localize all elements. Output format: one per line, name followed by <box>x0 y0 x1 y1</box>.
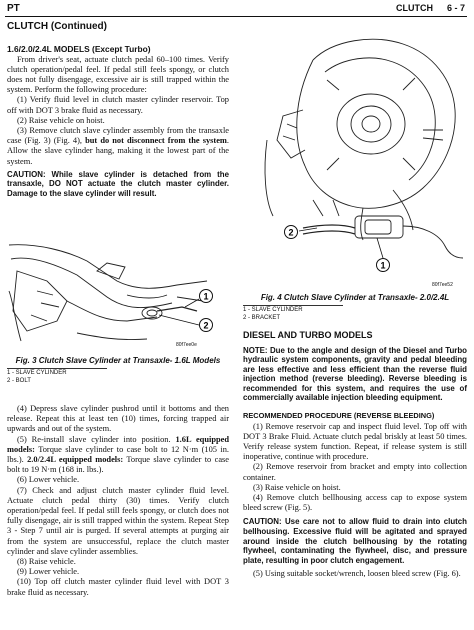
step-7: (7) Check and adjust clutch master cylinder fluid level. Actuate clutch pedal thirty (30) times. Verify clutch operation/pedal feel. If pedal still feels spongy, or clutch does not fully disengage, air is still trapped within the system. Repeat Step 3 - Step 7 until air is purged. If several attempts at purging air from the system are unsuccessful, replace the clutch master cylinder and slave cylinder assemblies. <box>7 485 229 556</box>
fig4-legend-rule <box>243 305 343 306</box>
fig3-legend-1: 1 - SLAVE CYLINDER <box>7 370 67 376</box>
fig4-tag-text: 80f7ee52 <box>432 282 453 288</box>
step-5 <box>7 435 229 476</box>
header-rule <box>5 16 467 17</box>
step-5-text: (5) Re-install slave cylinder into position. <box>17 434 171 444</box>
step-5-2024l-torque: Torque slave cylinder to case bolt to 19 N·m (168 in. lbs.). <box>7 455 230 475</box>
step-9: (9) Lower vehicle. <box>17 567 80 577</box>
fig3-tag-text: 80f7ee0e <box>176 342 197 348</box>
reverse-step-5: (5) Using suitable socket/wrench, loosen bleed screw (Fig. 6). <box>253 569 461 579</box>
step-2: (2) Raise vehicle on hoist. <box>17 115 105 125</box>
header-page-number: 6 - 7 <box>446 3 465 13</box>
step-3-text: (3) Remove clutch slave cylinder assembly from the transaxle case (Fig. 3) (Fig. 4), <box>7 125 229 146</box>
caution-bellhousing: CAUTION: Use care not to allow fluid to drain into clutch bellhousing. Excessive fluid will be agitated and sprayed around inside the clutch bellhousing by the rotating flywheel, contaminating the flywheel, disc, and pressure plate, resulting in poor clutch engagement. <box>243 517 467 565</box>
reverse-step-3: (3) Raise vehicle on hoist. <box>253 482 341 492</box>
reverse-step-1: (1) Remove reservoir cap and inspect fluid level. Top off with DOT 3 Brake Fluid. Actuate clutch pedal briskly at least 50 times. Verify release system function. Repeat, if release system is still inoperative, continue with procedure. <box>243 421 467 462</box>
step-5-16l-torque: Torque slave cylinder to case bolt to 12 N·m (105 in. lbs.). <box>7 444 229 465</box>
header-section <box>396 3 465 13</box>
step-3-tail: . Allow the slave cylinder hang, making it the lowest part of the system. <box>7 136 229 166</box>
fig3-legend-rule <box>7 368 107 369</box>
fig4-callout-2-label: 2 <box>288 227 294 238</box>
intro-paragraph: From driver's seat, actuate clutch pedal 60–100 times. Verify clutch operation/pedal feel. If pedal still feels spongy, or clutch does not fully disengage, excessive air is still trapped within the system. Perform the following procedure: <box>7 54 229 95</box>
step-3-emphasis: but do not disconnect from the system <box>85 136 227 146</box>
note-reverse-bleeding: NOTE: Due to the angle and design of the Diesel and Turbo hydraulic system components, gravity and pedal bleeding are less effective and less efficient than the reverse fluid injection method (reverse bleeding). Reverse bleeding is recommended for this system, and requires the use of commercially available injection bleeding equipment. <box>243 345 467 403</box>
heading-non-turbo: 1.6/2.0/2.4L MODELS (Except Turbo) <box>7 44 151 54</box>
step-1: (1) Verify fluid level in clutch master cylinder reservoir. Top off with DOT 3 brake fluid as necessary. <box>7 95 229 115</box>
fig3-caption: Fig. 3 Clutch Slave Cylinder at Transaxle- 1.6L Models <box>15 356 221 365</box>
step-10: (10) Top off clutch master cylinder fluid level with DOT 3 brake fluid as necessary. <box>7 577 229 597</box>
step-3 <box>7 126 229 167</box>
fig3-callout-1-label: 1 <box>203 291 209 302</box>
fig4-caption: Fig. 4 Clutch Slave Cylinder at Transaxle- 2.0/2.4L <box>260 293 450 302</box>
section-title: CLUTCH (Continued) <box>7 21 107 32</box>
fig3-caption-block <box>7 356 229 385</box>
reverse-step-2: (2) Remove reservoir from bracket and empty into collection container. <box>243 462 467 482</box>
left-column <box>7 44 229 199</box>
left-column-lower <box>7 404 229 598</box>
fig4-legend-2: 2 - BRACKET <box>243 314 281 321</box>
header-model-code: PT <box>7 3 20 14</box>
fig3-illustration <box>7 241 229 351</box>
header-section-name: CLUTCH <box>395 3 433 13</box>
right-column <box>243 293 467 580</box>
step-4: (4) Depress slave cylinder pushrod until it bottoms and then release. Repeat this at least ten (10) times, forcing trapped air upwards and out of the system. <box>7 404 229 434</box>
step-8: (8) Raise vehicle. <box>17 557 76 567</box>
step-5-16l: 1.6L equipped models: <box>7 434 230 454</box>
fig4-illustration <box>243 20 467 290</box>
reverse-step-4: (4) Remove clutch bellhousing access cap to expose system bleed screw (Fig. 5). <box>243 492 467 513</box>
fig3-legend-2: 2 - BOLT <box>7 377 31 384</box>
step-6: (6) Lower vehicle. <box>17 475 80 485</box>
fig4-callout-1-label: 1 <box>380 260 386 271</box>
heading-recommended-procedure: RECOMMENDED PROCEDURE (REVERSE BLEEDING) <box>243 411 435 421</box>
step-5-2024l: 2.0/2.4L equipped models: <box>27 455 124 465</box>
fig3-callout-2-label: 2 <box>203 320 209 331</box>
fig4-legend-1: 1 - SLAVE CYLINDER <box>243 307 303 313</box>
heading-diesel-turbo: DIESEL AND TURBO MODELS <box>243 330 373 340</box>
caution-slave-cylinder: CAUTION: While slave cylinder is detached from the transaxle, DO NOT actuate the clutch master cylinder. Damage to the slave cylinder will result. <box>7 169 229 198</box>
